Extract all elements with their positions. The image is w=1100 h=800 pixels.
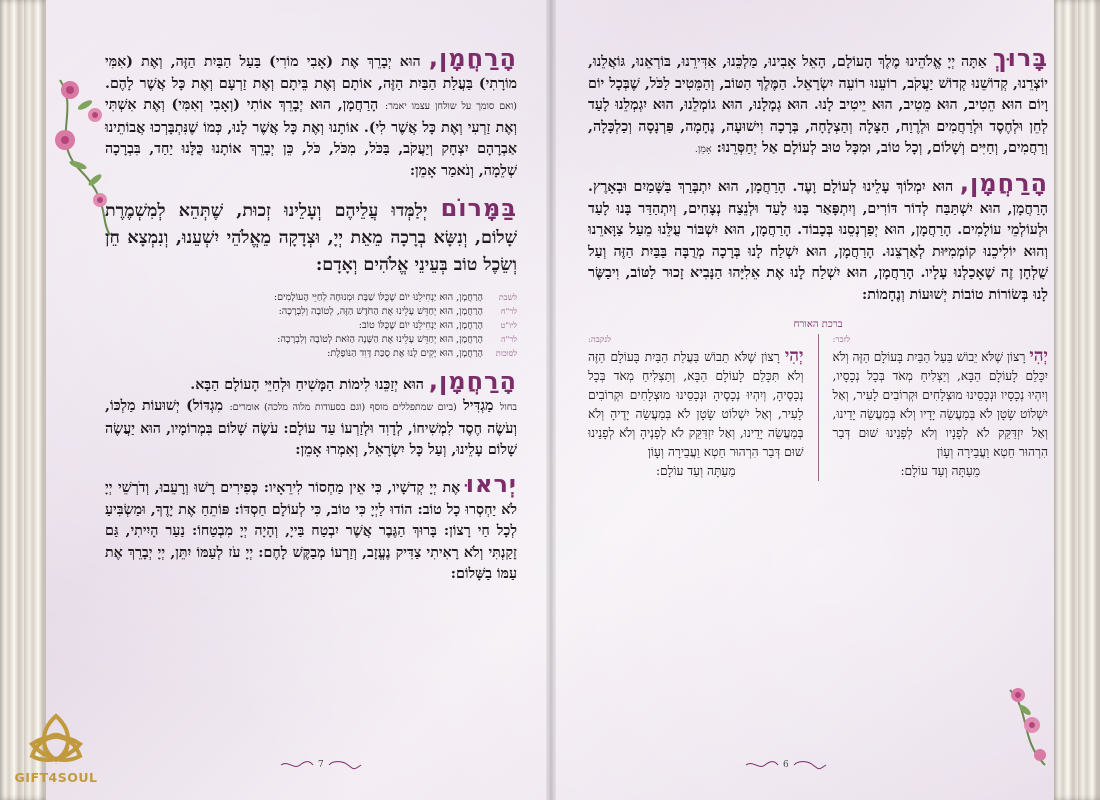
bamarom-lead: בַּמָּרוֹם bbox=[440, 193, 517, 222]
harachaman-bless-lead: הָרַחֲמָן, bbox=[428, 44, 517, 72]
page-number-text: 6 bbox=[783, 760, 789, 770]
guest-blessing-female bbox=[588, 334, 804, 481]
page-number-left bbox=[280, 760, 362, 770]
special-day-text: הָרַחֲמָן, הוּא יַנְחִילֵנוּ יוֹם שֶׁכֻּלּוֹ טוֹב: bbox=[358, 319, 483, 331]
guest-blessing-title: ברכת האורח bbox=[793, 318, 843, 330]
harachaman-lead: הָרַחֲמָן, bbox=[959, 168, 1048, 197]
special-day-row bbox=[105, 333, 517, 347]
special-day-text: הָרַחֲמָן, הוּא יָקִים לָנוּ אֶת סֻכַּת דָּוִד הַנּוֹפָלֶת: bbox=[327, 347, 483, 359]
special-day-text: הָרַחֲמָן, הוּא יְחַדֵּשׁ עָלֵינוּ אֶת הַחֹדֶשׁ הַזֶּה, לְטוֹבָה וְלִבְרָכָה: bbox=[278, 305, 483, 317]
column-divider bbox=[818, 334, 819, 481]
rose-corner-icon bbox=[1000, 680, 1060, 770]
special-day-row bbox=[105, 291, 517, 305]
female-label: לנקבה: bbox=[588, 334, 612, 345]
baruch-lead: בָּרוּךְ bbox=[992, 44, 1048, 72]
harachaman-bless-paragraph bbox=[105, 44, 517, 183]
male-text: רָצוֹן שֶׁלֹּא יֵבוֹשׁ בַּעַל הַבַּיִת בָּעוֹלָם הַזֶּה וְלֹא יִכָּלֵם לָעוֹלָם הַבָּא, וְיַצְלִיחַ מְאֹד בְּכָל נְכָסָיו, וְיִהְיוּ נְכָסָיו וּנְכָסֵינוּ מוּצְלָחִים וּקְרוֹבִים לָעִיר, וְאַל יִשְׁלוֹט שָׂטָן לֹא בְּמַעֲשֵׂה יָדָיו וְלֹא בְּמַעֲשֵׂה יָדֵינוּ, וְאַל יִזְדַּקֵּק לֹא לְפָנָיו וְלֹא לְפָנֵינוּ שׁוּם דְּבַר הִרְהוּר חֵטְא וַעֲבֵירָה וְעָוֹן bbox=[832, 349, 1048, 459]
mashiach-paragraph bbox=[105, 366, 517, 462]
guest-blessing bbox=[588, 319, 1048, 481]
yehi-lead: יְהִי bbox=[784, 345, 804, 366]
mashiach-lead: הָרַחֲמָן, bbox=[428, 366, 517, 395]
harachaman-text: הוּא יִמְלוֹךְ עָלֵינוּ לְעוֹלָם וָעֶד. הָרַחֲמָן, הוּא יִתְבָּרַךְ בַּשָּׁמַיִם וּבָאָרֶץ. הָרַחֲמָן, הוּא יִשְׁתַּבַּח לְדוֹר דּוֹרִים, וְיִתְפָּאַר בָּנוּ לָעַד וּלְנֵצַח נְצָחִים, וְיִתְהַדַּר בָּנוּ לָעַד וּלְעוֹלְמֵי עוֹלָמִים. הָרַחֲמָן, הוּא יְפַרְנְסֵנוּ בְּכָבוֹד. הָרַחֲמָן, הוּא יִשְׁבּוֹר עֻלֵּנוּ מֵעַל צַוָּארֵנוּ וְהוּא יוֹלִיכֵנוּ קוֹמְמִיּוּת לְאַרְצֵנוּ. הָרַחֲמָן, הוּא יִשְׁלַח לָנוּ בְּרָכָה מְרֻבָּה בַּבַּיִת הַזֶּה וְעַל שֻׁלְחָן זֶה שֶׁאָכַלְנוּ עָלָיו. הָרַחֲמָן, הוּא יִשְׁלַח לָנוּ אֶת אֵלִיָּהוּ הַנָּבִיא זָכוּר לַטּוֹב, וִיבַשֶּׂר לָנוּ בְּשׂוֹרוֹת טוֹבוֹת יְשׁוּעוֹת וְנֶחָמוֹת: bbox=[588, 178, 1048, 303]
brand-logo bbox=[6, 712, 106, 796]
own-table-note: (ואם סומך על שולחן עצמו יאמר: bbox=[385, 101, 517, 113]
special-day-row bbox=[105, 319, 517, 333]
special-day-row bbox=[105, 347, 517, 361]
male-end: מֵעַתָּה וְעַד עוֹלָם: bbox=[900, 463, 981, 478]
swirl-ornament-icon bbox=[793, 760, 827, 770]
special-day-tag: לר"ח bbox=[500, 306, 517, 316]
musaf-note: (ביום שמתפללים מוסף (וגם בסעודות מלוה מלכה) אומרים: bbox=[229, 402, 457, 414]
harachaman-bless-text2: הָרַחֲמָן, הוּא יְבָרֵךְ אוֹתִי (וְאָבִי וְאִמִּי) וְאֶת אִשְׁתִּי וְאֶת זַרְעִי וְאֶת כָּל אֲשֶׁר לִי). אוֹתָנוּ וְאֶת כָּל אֲשֶׁר לָנוּ, כְּמוֹ שֶׁנִּתְבָּרְכוּ אֲבוֹתֵינוּ אַבְרָהָם יִצְחָק וְיַעֲקֹב, בַּכֹּל, מִכֹּל, כֹּל, כֵּן יְבָרֵךְ אוֹתָנוּ כֻּלָּנוּ יַחַד, בִּבְרָכָה שְׁלֵמָה, וְנֹאמַר אָמֵן: bbox=[105, 97, 517, 179]
right-page bbox=[588, 44, 1049, 481]
special-day-row bbox=[105, 305, 517, 319]
bamarom-text: יְלַמְּדוּ עֲלֵיהֶם וְעָלֵינוּ זְכוּת, שֶׁתְּהֵא לְמִשְׁמֶרֶת שָׁלוֹם, וְנִשָּׂא בְרָכָה מֵאֵת יְיָ, וּצְדָקָה מֵאֱלֹהֵי יִשְׁעֵנוּ, וְנִמְצָא חֵן וְשֵׂכֶל טוֹב בְּעֵינֵי אֱלֹהִים וְאָדָם: bbox=[105, 200, 517, 275]
female-text: רָצוֹן שֶׁלֹּא תֵבוֹשׁ בַּעֲלַת הַבַּיִת בָּעוֹלָם הַזֶּה וְלֹא תִּכָּלֵם לָעוֹלָם הַבָּא, וְתַצְלִיחַ מְאֹד בְּכָל נְכָסֶיהָ, וְיִהְיוּ נְכָסֶיהָ וּנְכָסֵינוּ מוּצְלָחִים וּקְרוֹבִים לָעִיר, וְאַל יִשְׁלוֹט שָׂטָן לֹא בְּמַעֲשֵׂה יָדֶיהָ וְלֹא בְּמַעֲשֵׂה יָדֵינוּ, וְאַל יִזְדַּקֵּק לֹא לְפָנֶיהָ וְלֹא לְפָנֵינוּ שׁוּם דְּבַר הִרְהוּר חֵטְא וַעֲבֵירָה וְעָוֹן bbox=[588, 349, 804, 459]
special-day-tag: לסוכות bbox=[495, 348, 517, 358]
page-number-text: 7 bbox=[318, 760, 324, 770]
swirl-ornament-icon bbox=[280, 760, 314, 770]
mashiach-text2: מִגְדּוֹל) יְשׁוּעוֹת מַלְכּוֹ, וְעֹשֶׂה חֶסֶד לִמְשִׁיחוֹ, לְדָוִד וּלְזַרְעוֹ עַד עוֹלָם: עֹשֶׂה שָׁלוֹם בִּמְרוֹמָיו, הוּא יַעֲשֶׂה שָׁלוֹם עָלֵינוּ, וְעַל כָּל יִשְׂרָאֵל, וְאִמְרוּ אָמֵן: bbox=[105, 398, 517, 459]
triquetra-icon bbox=[26, 712, 86, 768]
special-day-tag: ליו"ט bbox=[500, 320, 517, 330]
guest-blessing-male bbox=[833, 334, 1049, 481]
special-day-tag: לר"ה bbox=[501, 334, 517, 344]
left-page bbox=[105, 44, 517, 598]
harachaman-bless-text: הוּא יְבָרֵךְ אֶת (אָבִי מוֹרִי) בַּעַל הַבַּיִת הַזֶּה, וְאֶת (אִמִּי מוֹרָתִי) בַּעֲלַת הַבַּיִת הַזֶּה, אוֹתָם וְאֶת בֵּיתָם וְאֶת זַרְעָם וְאֶת כָּל אֲשֶׁר לָהֶם. bbox=[105, 54, 517, 92]
right-pillar bbox=[1054, 0, 1100, 800]
male-label: לזכר: bbox=[832, 334, 851, 345]
baruch-paragraph bbox=[588, 44, 1048, 161]
yehi-lead: יְהִי bbox=[1029, 345, 1049, 366]
yiru-paragraph bbox=[105, 469, 517, 586]
yiru-lead: יְראוּ bbox=[465, 469, 517, 498]
page-number-right bbox=[745, 760, 827, 770]
baruch-text: אַתָּה יְיָ אֱלֹהֵינוּ מֶלֶךְ הָעוֹלָם, הָאֵל אָבִינוּ, מַלְכֵּנוּ, אַדִּירֵנוּ, בּוֹרְאֵנוּ, גּוֹאֲלֵנוּ, יוֹצְרֵנוּ, קְדוֹשֵׁנוּ קְדוֹשׁ יַעֲקֹב, רוֹעֵנוּ רוֹעֵה יִשְׂרָאֵל. הַמֶּלֶךְ הַטּוֹב, וְהַמֵּטִיב לַכֹּל, שֶׁבְּכָל יוֹם וָיוֹם הוּא הֵטִיב, הוּא מֵטִיב, הוּא יֵיטִיב לָנוּ. הוּא גְמָלָנוּ, הוּא גוֹמְלֵנוּ, הוּא יִגְמְלֵנוּ לָעַד לְחֵן וּלְחֶסֶד וּלְרַחֲמִים וּלְרֶוַח, הַצָּלָה וְהַצְלָחָה, בְּרָכָה וִישׁוּעָה, נֶחָמָה, פַּרְנָסָה וְכַלְכָּלָה, וְרַחֲמִים, וְחַיִּים וְשָׁלוֹם, וְכָל טוֹב, וּמִכָּל טוּב לְעוֹלָם אַל יְחַסְּרֵנוּ: bbox=[588, 54, 1048, 157]
female-text-block bbox=[588, 347, 804, 481]
bamarom-paragraph bbox=[105, 195, 517, 279]
yiru-text: אֶת יְיָ קְדשָׁיו, כִּי אֵין מַחְסוֹר לִירֵאָיו: כְּפִירִים רָשׁוּ וְרָעֵבוּ, וְדֹרְשֵׁי יְיָ לֹא יַחְסְרוּ כָל טוֹב: הוֹדוּ לַיְיָ כִּי טוֹב, כִּי לְעוֹלָם חַסְדּוֹ: פּוֹתֵחַ אֶת יָדֶךָ, וּמַשְׂבִּיעַ לְכָל חַי רָצוֹן: בָּרוּךְ הַגֶּבֶר אֲשֶׁר יִבְטַח בַּייָ, וְהָיָה יְיָ מִבְטַחוֹ: נַעַר הָיִיתִי, גַּם זָקַנְתִּי וְלֹא רָאִיתִי צַדִּיק נֶעֱזָב, וְזַרְעוֹ מְבַקֶּשׁ לָחֶם: יְיָ עֹז לְעַמּוֹ יִתֵּן, יְיָ יְבָרֵךְ אֶת עַמּוֹ בַשָּׁלוֹם: bbox=[105, 479, 517, 583]
amen-note: אָמֵן. bbox=[694, 144, 712, 156]
harachaman-paragraph bbox=[588, 168, 1048, 307]
special-days-list bbox=[105, 291, 517, 361]
special-day-text: הָרַחֲמָן, הוּא יְחַדֵּשׁ עָלֵינוּ אֶת הַשָּׁנָה הַזֹּאת לְטוֹבָה וְלִבְרָכָה: bbox=[277, 333, 483, 345]
brand-logo-text: GIFT4SOUL bbox=[14, 770, 98, 785]
female-end: מֵעַתָּה וְעַד עוֹלָם: bbox=[655, 463, 736, 478]
special-day-tag: לשבת bbox=[498, 292, 517, 302]
magdil-word: מַגְדִּיל bbox=[463, 398, 494, 415]
male-text-block bbox=[833, 347, 1049, 481]
swirl-ornament-icon bbox=[745, 760, 779, 770]
weekday-note: בחול bbox=[499, 402, 517, 414]
special-day-text: הָרַחֲמָן, הוּא יַנְחִילֵנוּ יוֹם שֶׁכֻּלּוֹ שַׁבָּת וּמְנוּחָה לְחַיֵּי הָעוֹלָמִים: bbox=[273, 291, 483, 303]
book-gutter bbox=[546, 0, 556, 800]
swirl-ornament-icon bbox=[328, 760, 362, 770]
mashiach-text: הוּא יְזַכֵּנוּ לִימוֹת הַמָּשִׁיחַ וּלְחַיֵּי הָעוֹלָם הַבָּא. bbox=[190, 376, 424, 393]
